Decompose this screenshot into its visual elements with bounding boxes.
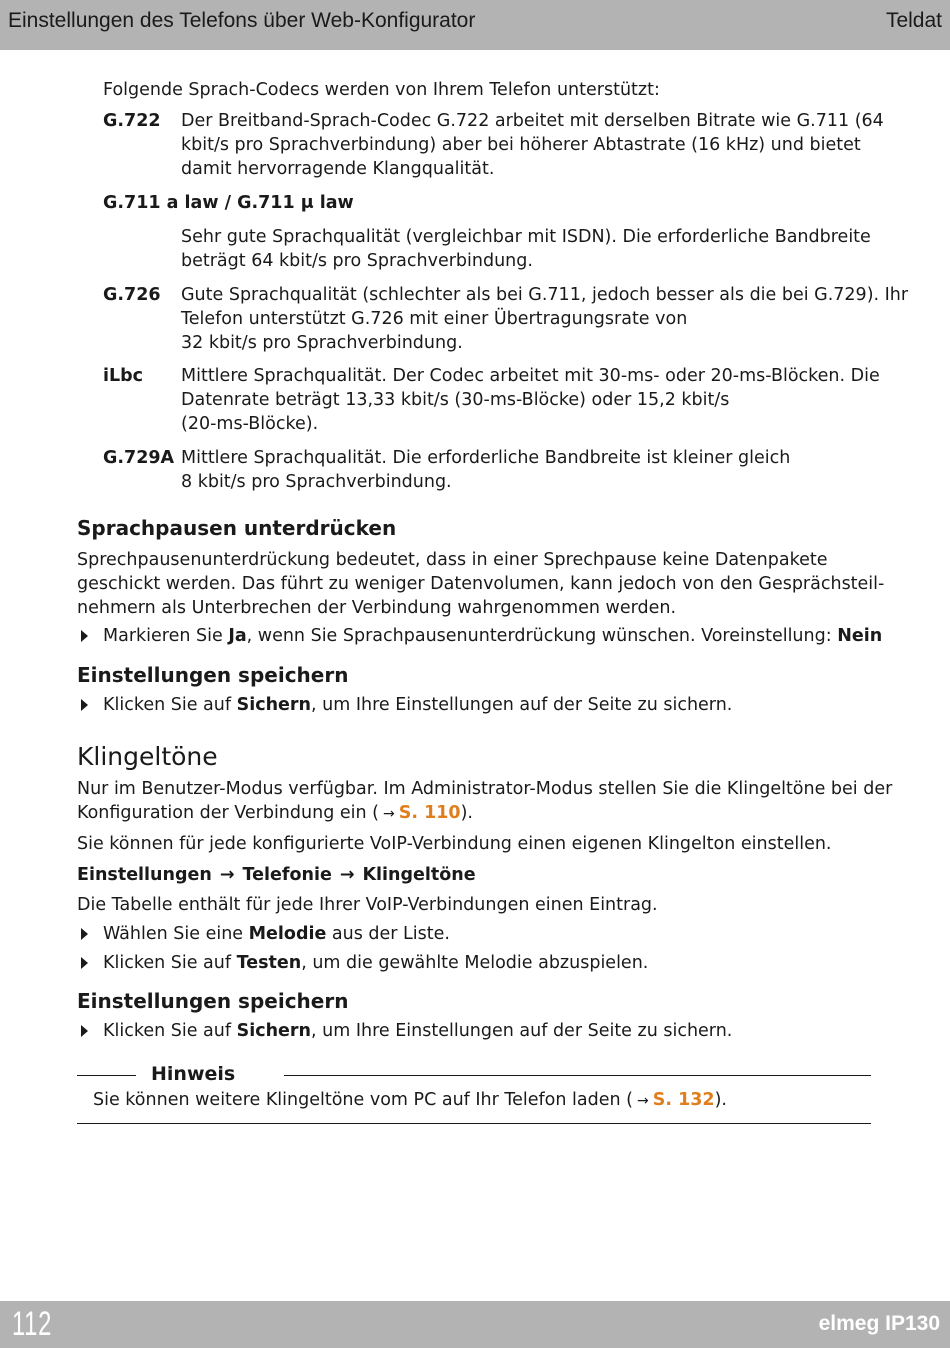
note-rule-left (77, 1075, 136, 1076)
page-link[interactable]: S. 132 (652, 1090, 715, 1110)
step-arrow-icon (81, 699, 88, 711)
arrow-icon: → (636, 1093, 649, 1109)
step-arrow-icon (81, 928, 88, 940)
codec-name-g722: G.722 (103, 111, 161, 131)
header-brand: Teldat (885, 9, 942, 32)
body-line: Sie können für jede konfigurierte VoIP-Verbindung einen eigenen Klingelton einstellen. (77, 834, 832, 854)
menu-path: Einstellungen → Telefonie → Klingeltöne (77, 865, 476, 885)
body-line: Nur im Benutzer-Modus verfügbar. Im Administrator-Modus stellen Sie die Klingeltöne bei der (77, 779, 893, 799)
codec-desc-line: Mittlere Sprachqualität. Die erforderliche Bandbreite ist kleiner gleich (181, 448, 791, 468)
body-line: geschickt werden. Das führt zu weniger Datenvolumen, kann jedoch von den Gesprächsteil- (77, 574, 885, 594)
codec-name-ilbc: iLbc (103, 366, 144, 386)
codec-name-g726: G.726 (103, 285, 161, 305)
arrow-icon: → (339, 865, 355, 885)
section-heading-ringtones: Klingeltöne (77, 742, 218, 771)
codec-desc-line: damit hervorragende Klangqualität. (181, 159, 495, 179)
product-name: elmeg IP130 (818, 1312, 940, 1335)
codec-desc-line: Telefon unterstützt G.726 mit einer Übertragungsrate von (181, 309, 688, 329)
step-arrow-icon (81, 957, 88, 969)
page-number: 112 (12, 1305, 53, 1343)
instruction-step: Klicken Sie auf Sichern, um Ihre Einstellungen auf der Seite zu sichern. (103, 1021, 733, 1041)
step-arrow-icon (81, 1025, 88, 1037)
note-title: Hinweis (151, 1063, 236, 1085)
page-link[interactable]: S. 110 (398, 803, 461, 823)
instruction-step: Klicken Sie auf Testen, um die gewählte Melodie abzuspielen. (103, 953, 649, 973)
codec-desc-line: Der Breitband-Sprach-Codec G.722 arbeitet mit derselben Bitrate wie G.711 (64 (181, 111, 884, 131)
body-line: nehmern als Unterbrechen der Verbindung wahrgenommen werden. (77, 598, 677, 618)
codec-desc-line: kbit/s pro Sprachverbindung) aber bei höherer Abtastrate (16 kHz) und bietet (181, 135, 861, 155)
codec-desc-line: (20-ms-Blöcke). (181, 414, 319, 434)
page-header (0, 0, 950, 50)
codec-desc-line: 8 kbit/s pro Sprachverbindung. (181, 472, 452, 492)
section-heading-silence: Sprachpausen unterdrücken (77, 516, 397, 540)
section-heading-save: Einstellungen speichern (77, 989, 349, 1013)
codec-desc-line: Datenrate beträgt 13,33 kbit/s (30-ms-Blöcke) oder 15,2 kbit/s (181, 390, 730, 410)
body-line: Konfiguration der Verbindung ein ( → S. 110). (77, 803, 473, 823)
body-line: Die Tabelle enthält für jede Ihrer VoIP-Verbindungen einen Eintrag. (77, 895, 658, 915)
codecs-intro: Folgende Sprach-Codecs werden von Ihrem Telefon unterstützt: (103, 80, 660, 100)
codec-name-g729a: G.729A (103, 448, 175, 468)
note-rule-bottom (77, 1123, 871, 1124)
body-line: Sprechpausenunterdrückung bedeutet, dass in einer Sprechpause keine Datenpakete (77, 550, 828, 570)
instruction-step: Wählen Sie eine Melodie aus der Liste. (103, 924, 450, 944)
page-footer (0, 1301, 950, 1348)
instruction-step: Klicken Sie auf Sichern, um Ihre Einstellungen auf der Seite zu sichern. (103, 695, 733, 715)
header-title: Einstellungen des Telefons über Web-Konfigurator (8, 9, 476, 32)
codec-desc-line: Mittlere Sprachqualität. Der Codec arbeitet mit 30-ms- oder 20-ms-Blöcken. Die (181, 366, 880, 386)
codec-desc-line: Sehr gute Sprachqualität (vergleichbar mit ISDN). Die erforderliche Bandbreite (181, 227, 871, 247)
step-arrow-icon (81, 630, 88, 642)
note-rule-right (284, 1075, 871, 1076)
codec-name-g711: G.711 a law / G.711 μ law (103, 193, 354, 213)
arrow-icon: → (382, 806, 395, 822)
codec-desc-line: beträgt 64 kbit/s pro Sprachverbindung. (181, 251, 533, 271)
codec-desc-line: Gute Sprachqualität (schlechter als bei G.711, jedoch besser als die bei G.729). Ihr (181, 285, 909, 305)
note-text: Sie können weitere Klingeltöne vom PC auf Ihr Telefon laden ( → S. 132). (93, 1090, 727, 1110)
codec-desc-line: 32 kbit/s pro Sprachverbindung. (181, 333, 463, 353)
arrow-icon: → (219, 865, 235, 885)
section-heading-save: Einstellungen speichern (77, 663, 349, 687)
instruction-step: Markieren Sie Ja, wenn Sie Sprachpausenunterdrückung wünschen. Voreinstellung: Nein (103, 626, 883, 646)
